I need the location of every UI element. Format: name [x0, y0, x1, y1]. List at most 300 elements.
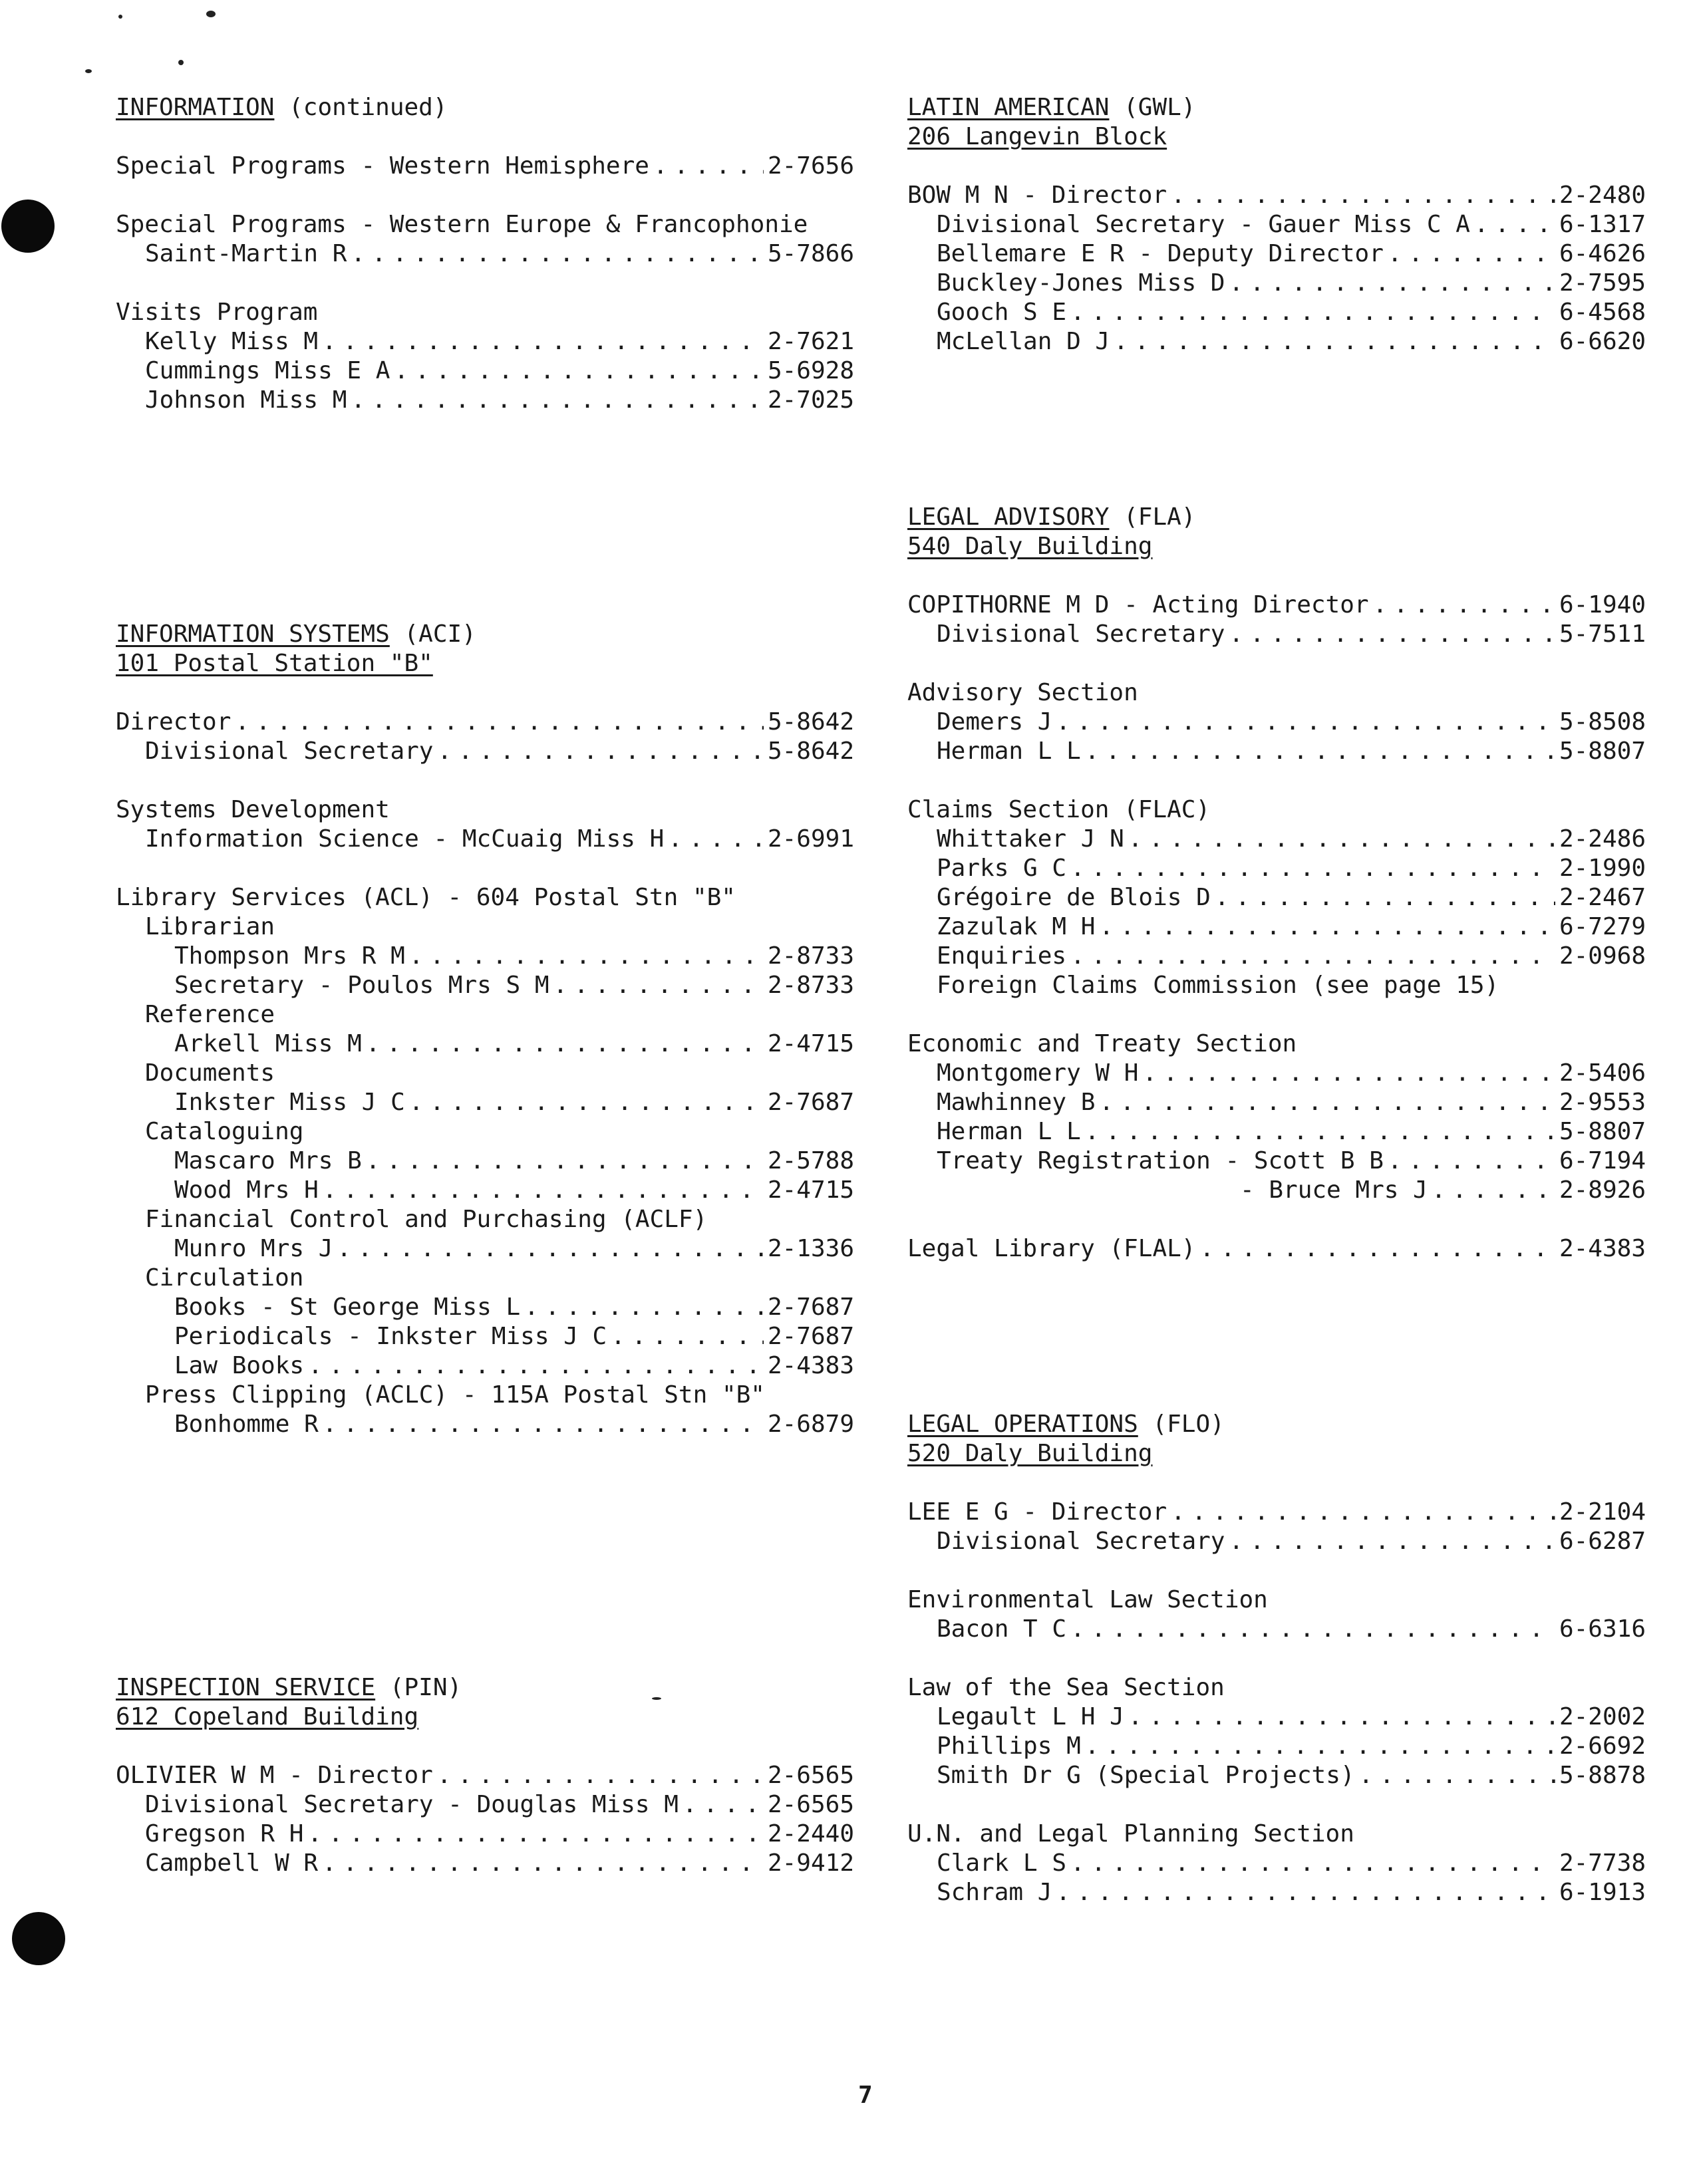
section-heading-code: (FLA)	[1109, 503, 1196, 531]
entry-name: BOW M N - Director	[907, 182, 1167, 209]
entry-name: Buckley-Jones Miss D	[937, 269, 1225, 297]
spacer	[907, 1293, 1646, 1322]
entry-phone: 2-6565	[767, 1762, 854, 1789]
entry-name: Director	[116, 708, 231, 736]
speck	[178, 60, 184, 65]
entry-name: Demers J	[937, 708, 1052, 736]
entry-name: Secretary - Poulos Mrs S M	[174, 972, 549, 999]
entry-name: Parks G C	[937, 855, 1067, 882]
spacer	[907, 1264, 1646, 1293]
entry-phone: 5-8807	[1559, 738, 1646, 765]
entry-name: Saint-Martin R	[145, 240, 347, 267]
entry-phone: 2-7687	[767, 1089, 854, 1116]
speck	[118, 15, 122, 19]
subsection-label: Librarian	[145, 913, 275, 940]
spacer	[907, 1351, 1646, 1381]
spacer	[907, 649, 1646, 678]
subsection-label: Cataloguing	[145, 1118, 304, 1145]
subsection-label: Advisory Section	[907, 679, 1138, 706]
directory-entry	[907, 737, 1646, 766]
directory-entry	[116, 1029, 854, 1059]
spacer	[907, 415, 1646, 444]
dot-leader	[351, 239, 764, 269]
section-heading-code: (ACI)	[389, 620, 476, 648]
spacer	[116, 1527, 854, 1556]
section-heading-title: INSPECTION SERVICE	[116, 1674, 376, 1701]
entry-phone: 5-8878	[1559, 1762, 1646, 1789]
dot-leader	[1359, 1761, 1555, 1790]
entry-name: Herman L L	[937, 1118, 1081, 1145]
section-location	[907, 532, 1646, 561]
page-number: 7	[858, 2082, 873, 2109]
directory-entry	[116, 825, 854, 854]
entry-name: Divisional Secretary - Douglas Miss M	[145, 1791, 679, 1818]
left-column	[116, 93, 854, 1878]
entry-phone: 5-8642	[767, 708, 854, 736]
entry-phone: 2-4383	[767, 1352, 854, 1379]
entry-phone: 2-7687	[767, 1323, 854, 1350]
section-location	[907, 1439, 1646, 1468]
directory-entry	[116, 356, 854, 386]
section-heading-code: (GWL)	[1109, 94, 1196, 121]
directory-entry	[907, 620, 1646, 649]
dot-leader	[668, 825, 764, 854]
dot-leader	[1373, 591, 1555, 620]
entry-name: McLellan D J	[937, 328, 1110, 355]
entry-phone: 2-8926	[1559, 1176, 1646, 1204]
spacer	[907, 1322, 1646, 1351]
entry-name: Bellemare E R - Deputy Director	[937, 240, 1384, 267]
dot-leader	[1474, 210, 1555, 239]
entry-phone: 5-7511	[1559, 620, 1646, 648]
directory-entry	[116, 1234, 854, 1264]
entry-name: Munro Mrs J	[174, 1235, 333, 1262]
dot-leader	[1171, 181, 1555, 210]
section-heading-code: (PIN)	[375, 1674, 462, 1701]
directory-entry	[116, 708, 854, 737]
subsection-label: Visits Program	[116, 299, 318, 326]
spacer	[116, 444, 854, 474]
section-location-text: 520 Daly Building	[907, 1440, 1153, 1467]
entry-phone: 2-2486	[1559, 825, 1646, 853]
entry-name: Divisional Secretary	[937, 620, 1225, 648]
subsection-label: Special Programs - Western Europe & Francophonie	[116, 211, 808, 238]
punch-hole-bottom	[12, 1912, 65, 1965]
entry-name: Periodicals - Inkster Miss J C	[174, 1323, 607, 1350]
subsection-label: Circulation	[145, 1264, 304, 1292]
directory-entry	[116, 971, 854, 1000]
entry-name: Treaty Registration - Scott B B	[937, 1147, 1384, 1174]
dot-leader	[1085, 737, 1555, 766]
entry-phone: 2-7621	[767, 328, 854, 355]
directory-entry	[116, 327, 854, 356]
dot-leader	[611, 1322, 764, 1351]
entry-name: Whittaker J N	[937, 825, 1124, 853]
spacer	[116, 1556, 854, 1585]
spacer	[907, 1000, 1646, 1029]
entry-name: Cummings Miss E A	[145, 357, 390, 384]
section-heading	[116, 1673, 854, 1703]
entry-phone: 2-8733	[767, 942, 854, 970]
section-location-text: 206 Langevin Block	[907, 123, 1167, 150]
section-heading-code: (FLO)	[1138, 1411, 1225, 1438]
entry-name: Information Science - McCuaig Miss H	[145, 825, 665, 853]
spacer	[907, 1381, 1646, 1410]
entry-name: Johnson Miss M	[145, 386, 347, 414]
entry-name: Special Programs - Western Hemisphere	[116, 152, 649, 180]
spacer	[907, 1556, 1646, 1585]
dot-leader	[323, 1176, 764, 1205]
spacer	[116, 1585, 854, 1615]
spacer	[116, 766, 854, 795]
dot-leader	[307, 1820, 764, 1849]
directory-entry	[907, 1059, 1646, 1088]
entry-phone: 2-4383	[1559, 1235, 1646, 1262]
entry-phone: 2-6991	[767, 825, 854, 853]
dot-leader	[1128, 1703, 1555, 1732]
directory-entry	[907, 327, 1646, 356]
entry-name: Legal Library (FLAL)	[907, 1235, 1196, 1262]
subsection-label: Library Services (ACL) - 604 Postal Stn "B"	[116, 884, 736, 911]
entry-phone: 2-1336	[767, 1235, 854, 1262]
directory-entry	[907, 1147, 1646, 1176]
entry-phone: 2-0968	[1559, 942, 1646, 970]
dot-leader	[1171, 1498, 1555, 1527]
entry-phone: 6-1913	[1559, 1879, 1646, 1906]
section-location	[116, 1703, 854, 1732]
dot-leader	[366, 1029, 764, 1059]
entry-phone: 5-6928	[767, 357, 854, 384]
directory-entry	[116, 1351, 854, 1381]
entry-phone: 2-4715	[767, 1030, 854, 1057]
directory-entry	[907, 1234, 1646, 1264]
section-heading	[907, 503, 1646, 532]
dot-leader	[1199, 1234, 1555, 1264]
spacer	[907, 1790, 1646, 1820]
entry-phone: 2-2002	[1559, 1703, 1646, 1730]
directory-entry	[116, 1176, 854, 1205]
dot-leader	[409, 1088, 764, 1117]
entry-phone: 2-4715	[767, 1176, 854, 1204]
dot-leader	[1070, 1615, 1555, 1644]
directory-entry	[907, 1527, 1646, 1556]
directory-entry	[907, 239, 1646, 269]
dot-leader	[394, 356, 763, 386]
section-location	[116, 649, 854, 678]
section-heading-title: LATIN AMERICAN	[907, 94, 1110, 121]
entry-phone: 2-5406	[1559, 1059, 1646, 1087]
entry-phone: 6-1317	[1559, 211, 1646, 238]
entry-name: Clark L S	[937, 1849, 1067, 1877]
speck	[206, 11, 216, 17]
section-location-text: 612 Copeland Building	[116, 1703, 419, 1730]
dot-leader	[1432, 1176, 1555, 1205]
entry-name: Bonhomme R	[174, 1411, 319, 1438]
dot-leader	[351, 386, 764, 415]
dot-leader	[1229, 1527, 1555, 1556]
section-heading-title: LEGAL OPERATIONS	[907, 1411, 1138, 1438]
entry-phone: 5-8642	[767, 738, 854, 765]
dot-leader	[1142, 1059, 1555, 1088]
entry-name: Montgomery W H	[937, 1059, 1139, 1087]
directory-entry	[116, 239, 854, 269]
section-heading	[907, 93, 1646, 122]
dot-leader	[366, 1147, 764, 1176]
directory-entry	[116, 1761, 854, 1790]
section-heading-code: (continued)	[274, 94, 448, 121]
spacer	[116, 591, 854, 620]
entry-phone: 5-8508	[1559, 708, 1646, 736]
section-heading	[116, 93, 854, 122]
dot-leader	[1099, 1088, 1555, 1117]
spacer	[907, 1468, 1646, 1498]
dot-leader	[1215, 883, 1555, 912]
entry-phone: 6-4568	[1559, 299, 1646, 326]
directory-entry	[907, 1761, 1646, 1790]
subsection-label: Environmental Law Section	[907, 1586, 1268, 1613]
entry-name: Divisional Secretary	[937, 1528, 1225, 1555]
spacer	[907, 386, 1646, 415]
entry-name: Campbell W R	[145, 1849, 319, 1877]
dot-leader	[1070, 1849, 1555, 1878]
subsection-label: Documents	[145, 1059, 275, 1087]
directory-entry	[907, 1878, 1646, 1907]
directory-entry	[116, 1322, 854, 1351]
section-location-text: 540 Daly Building	[907, 533, 1153, 560]
spacer	[907, 1205, 1646, 1234]
directory-entry	[116, 1147, 854, 1176]
section-heading-title: INFORMATION SYSTEMS	[116, 620, 390, 648]
spacer	[116, 1468, 854, 1498]
directory-entry	[116, 386, 854, 415]
directory-entry	[907, 1176, 1646, 1205]
spacer	[116, 415, 854, 444]
dot-leader	[323, 1410, 764, 1439]
entry-name: Schram J	[937, 1879, 1052, 1906]
spacer	[116, 678, 854, 708]
subsection-label: Economic and Treaty Section	[907, 1030, 1297, 1057]
directory-entry	[907, 181, 1646, 210]
dot-leader	[653, 152, 764, 181]
entry-phone: 6-7194	[1559, 1147, 1646, 1174]
directory-entry	[116, 1293, 854, 1322]
dot-leader	[337, 1234, 764, 1264]
spacer	[907, 356, 1646, 386]
entry-phone: 2-7025	[767, 386, 854, 414]
dot-leader	[1070, 854, 1555, 883]
entry-phone: 6-6316	[1559, 1615, 1646, 1643]
dot-leader	[1388, 239, 1555, 269]
entry-name: LEE E G - Director	[907, 1498, 1167, 1526]
section-location-text: 101 Postal Station "B"	[116, 650, 433, 677]
directory-entry	[907, 1117, 1646, 1147]
dot-leader	[1388, 1147, 1555, 1176]
spacer	[907, 766, 1646, 795]
dot-leader	[683, 1790, 764, 1820]
spacer	[907, 474, 1646, 503]
directory-entry	[907, 883, 1646, 912]
spacer	[116, 1615, 854, 1644]
subsection-label: Foreign Claims Commission (see page 15)	[937, 972, 1499, 999]
directory-entry	[907, 854, 1646, 883]
entry-name: Zazulak M H	[937, 913, 1096, 940]
speck	[85, 69, 92, 73]
entry-name: Gregson R H	[145, 1820, 304, 1847]
entry-phone: 2-6879	[767, 1411, 854, 1438]
entry-name: - Bruce Mrs J	[1240, 1176, 1428, 1204]
spacer	[116, 854, 854, 883]
entry-phone: 2-8733	[767, 972, 854, 999]
entry-name: Mawhinney B	[937, 1089, 1096, 1116]
entry-name: Divisional Secretary - Gauer Miss C A	[937, 211, 1470, 238]
section-heading-title: LEGAL ADVISORY	[907, 503, 1110, 531]
spacer	[116, 532, 854, 561]
entry-name: Mascaro Mrs B	[174, 1147, 362, 1174]
entry-phone: 5-7866	[767, 240, 854, 267]
directory-entry	[907, 942, 1646, 971]
entry-phone: 6-4626	[1559, 240, 1646, 267]
punch-hole-top	[1, 200, 55, 253]
dot-leader	[308, 1351, 764, 1381]
directory-entry	[116, 737, 854, 766]
dot-leader	[409, 942, 764, 971]
entry-phone: 2-9412	[767, 1849, 854, 1877]
entry-phone: 6-6287	[1559, 1528, 1646, 1555]
spacer	[116, 561, 854, 591]
directory-entry	[907, 298, 1646, 327]
entry-name: Bacon T C	[937, 1615, 1067, 1643]
spacer	[116, 181, 854, 210]
section-heading	[116, 620, 854, 649]
directory-entry	[116, 1410, 854, 1439]
dot-leader	[1099, 912, 1555, 942]
entry-name: Phillips M	[937, 1732, 1081, 1760]
spacer	[907, 444, 1646, 474]
entry-phone: 5-8807	[1559, 1118, 1646, 1145]
spacer	[907, 152, 1646, 181]
entry-phone: 6-1940	[1559, 591, 1646, 618]
dot-leader	[1056, 1878, 1555, 1907]
entry-phone: 2-9553	[1559, 1089, 1646, 1116]
directory-entry	[907, 1732, 1646, 1761]
entry-phone: 2-1990	[1559, 855, 1646, 882]
directory-entry	[907, 591, 1646, 620]
dot-leader	[1070, 942, 1555, 971]
dot-leader	[1070, 298, 1555, 327]
entry-name: Enquiries	[937, 942, 1067, 970]
entry-name: Inkster Miss J C	[174, 1089, 405, 1116]
directory-entry	[907, 1849, 1646, 1878]
dot-leader	[1229, 620, 1555, 649]
entry-name: Wood Mrs H	[174, 1176, 319, 1204]
entry-phone: 6-7279	[1559, 913, 1646, 940]
entry-phone: 2-2104	[1559, 1498, 1646, 1526]
section-heading-title: INFORMATION	[116, 94, 275, 121]
directory-entry	[907, 1703, 1646, 1732]
right-column	[907, 93, 1646, 1907]
spacer	[116, 1732, 854, 1761]
entry-phone: 2-7656	[767, 152, 854, 180]
directory-entry	[907, 912, 1646, 942]
dot-leader	[1114, 327, 1555, 356]
dot-leader	[1128, 825, 1555, 854]
entry-phone: 2-7687	[767, 1294, 854, 1321]
directory-entry	[907, 825, 1646, 854]
directory-entry	[116, 942, 854, 971]
directory-entry	[116, 1088, 854, 1117]
entry-phone: 2-6692	[1559, 1732, 1646, 1760]
dot-leader	[437, 1761, 764, 1790]
entry-name: Books - St George Miss L	[174, 1294, 521, 1321]
subsection-label: Claims Section (FLAC)	[907, 796, 1211, 823]
directory-entry	[116, 152, 854, 181]
spacer	[116, 503, 854, 532]
entry-name: OLIVIER W M - Director	[116, 1762, 433, 1789]
dot-leader	[553, 971, 764, 1000]
dot-leader	[1085, 1117, 1555, 1147]
directory-entry	[907, 1615, 1646, 1644]
entry-name: Kelly Miss M	[145, 328, 319, 355]
dot-leader	[1085, 1732, 1555, 1761]
dot-leader	[1229, 269, 1555, 298]
spacer	[907, 561, 1646, 591]
section-location	[907, 122, 1646, 152]
subsection-label: Reference	[145, 1001, 275, 1028]
entry-phone: 2-2480	[1559, 182, 1646, 209]
section-heading	[907, 1410, 1646, 1439]
entry-phone: 2-5788	[767, 1147, 854, 1174]
directory-entry	[116, 1849, 854, 1878]
entry-name: Herman L L	[937, 738, 1081, 765]
entry-phone: 2-7595	[1559, 269, 1646, 297]
entry-name: Grégoire de Blois D	[937, 884, 1211, 911]
entry-phone: 2-6565	[767, 1791, 854, 1818]
dot-leader	[322, 327, 764, 356]
dot-leader	[437, 737, 763, 766]
dot-leader	[524, 1293, 764, 1322]
directory-entry	[116, 1820, 854, 1849]
entry-name: Divisional Secretary	[145, 738, 434, 765]
directory-entry	[907, 269, 1646, 298]
dot-leader	[235, 708, 764, 737]
subsection-label: Press Clipping (ACLC) - 115A Postal Stn "B"	[145, 1381, 765, 1409]
entry-name: COPITHORNE M D - Acting Director	[907, 591, 1369, 618]
directory-entry	[907, 708, 1646, 737]
entry-name: Gooch S E	[937, 299, 1067, 326]
spacer	[116, 269, 854, 298]
entry-phone: 6-6620	[1559, 328, 1646, 355]
directory-entry	[907, 1088, 1646, 1117]
subsection-label: Systems Development	[116, 796, 390, 823]
entry-phone: 2-2440	[767, 1820, 854, 1847]
entry-name: Legault L H J	[937, 1703, 1124, 1730]
dot-leader	[322, 1849, 764, 1878]
subsection-label: Financial Control and Purchasing (ACLF)	[145, 1206, 708, 1233]
entry-name: Law Books	[174, 1352, 305, 1379]
entry-name: Arkell Miss M	[174, 1030, 362, 1057]
spacer	[116, 1644, 854, 1673]
entry-name: Smith Dr G (Special Projects)	[937, 1762, 1355, 1789]
spacer	[116, 1439, 854, 1468]
spacer	[907, 1644, 1646, 1673]
directory-entry	[116, 1790, 854, 1820]
spacer	[116, 122, 854, 152]
directory-entry	[907, 1498, 1646, 1527]
spacer	[116, 1498, 854, 1527]
entry-phone: 2-7738	[1559, 1849, 1646, 1877]
directory-entry	[907, 210, 1646, 239]
subsection-label: Law of the Sea Section	[907, 1674, 1225, 1701]
